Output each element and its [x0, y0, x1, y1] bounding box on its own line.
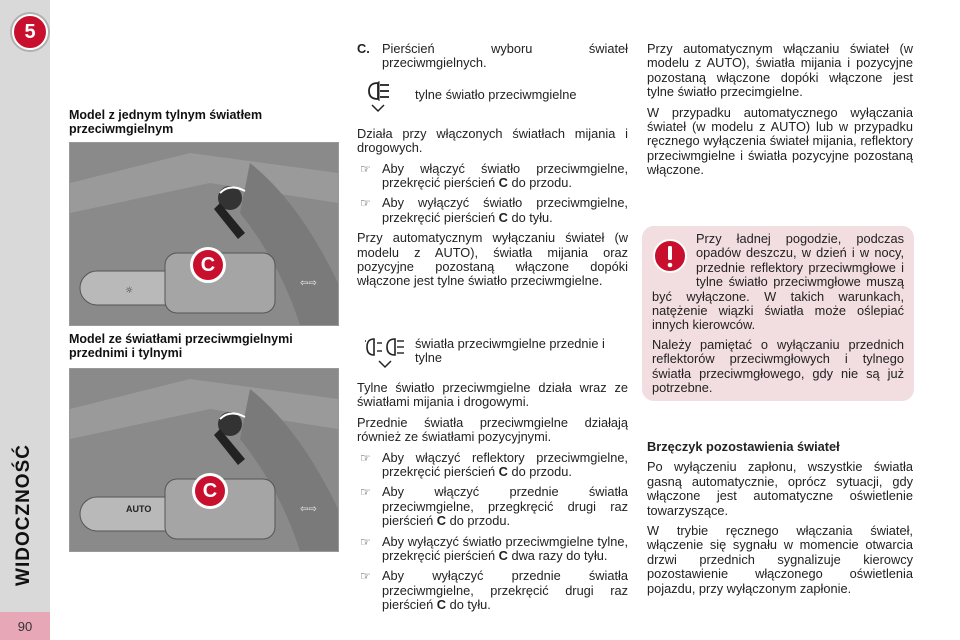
bullet-bold: C — [498, 547, 508, 563]
chapter-title-vertical — [4, 435, 44, 595]
bullet-rear-off — [357, 535, 628, 564]
paragraph-auto-off: Przy automatycznym wyłączaniu świateł (w modelu z AUTO), światła mijania oraz pozycyjne pozostaną włączone dopóki włączone jest tylne światło przeciwmgielne. — [357, 230, 628, 289]
bullet-text-end: do przodu. — [507, 463, 572, 479]
bullet-bold: C — [498, 209, 508, 225]
svg-text:⇦⇨: ⇦⇨ — [300, 278, 317, 289]
auto-label: AUTO — [126, 504, 152, 514]
icon-row-rear-fog — [357, 79, 628, 115]
paragraph-auto-on: Przy automatycznym włączaniu świateł (w modelu z AUTO), światła mijania i pozycyjne pozostaną włączone dopóki włączone jest tylne światło przecimgielne. — [647, 41, 913, 100]
bullet-bold: C — [498, 463, 508, 479]
paragraph-rear-fog-works: Tylne światło przeciwmgielne działa wraz ze światłami mijania i drogowymi. — [357, 379, 628, 410]
svg-text:☼: ☼ — [125, 286, 134, 296]
buzzer-heading: Brzęczyk pozostawienia świateł — [647, 439, 840, 454]
warning-box — [642, 226, 914, 401]
photo-stalk-single-fog — [69, 142, 339, 326]
photo-stalk-front-rear-fog — [69, 368, 339, 552]
bullet-arrow-icon: ☞ — [360, 196, 371, 211]
paragraph-front-fog-works: Przednie światła przeciwmgielne działają również ze światłami pozycyjnymi. — [357, 414, 628, 445]
page-number: 90 — [0, 612, 50, 640]
icon-row-front-rear-fog — [357, 333, 628, 369]
ring-definition — [357, 42, 628, 71]
bullet-text: Aby wyłączyć przednie światła przeciwmgielne, przekręcić drugi raz pierścień — [382, 568, 628, 613]
chapter-number: 5 — [24, 20, 36, 43]
ring-label: C. — [357, 41, 370, 56]
bullet-front-off — [357, 569, 628, 612]
bullet-text-end: do przodu. — [446, 513, 511, 529]
svg-text:⇦⇨: ⇦⇨ — [300, 504, 317, 515]
ring-text: Pierścień wyboru świateł przeciwmgielnych. — [382, 41, 628, 71]
front-rear-fog-lamp-icon — [365, 333, 405, 371]
bullet-front-second-on — [357, 485, 628, 528]
bullet-text-end: do tyłu. — [507, 209, 553, 225]
bullet-text: Aby wyłączyć światło przeciwmgielne tylne, przekręcić pierścień — [382, 533, 628, 563]
right-column-bottom — [647, 440, 913, 602]
warning-paragraph-1: Przy ładnej pogodzie, podczas opadów deszczu, w dzień i w nocy, przednie reflektory przeciwmgłowe i tylne światło przeciwmgłowe muszą być wyłączone. W takich warunkach, natężenie wiązki światła może oślepiać innych kierowców. — [652, 231, 904, 333]
bullet-bold: C — [436, 597, 447, 613]
callout-letter-c-1 — [190, 247, 226, 283]
bullet-bold: C — [498, 175, 508, 191]
bullet-text-end: dwa razy do tyłu. — [507, 547, 608, 563]
bullet-turn-on — [357, 162, 628, 191]
paragraph-manual-mode: W trybie ręcznego włączania świateł, włączenie się sygnału w momencie otwarcia drzwi przednich sygnalizuje kierowcy pozostawienie włączonego oświetlenia pojazdu, przy wyłączonym zapłonie. — [647, 523, 913, 596]
chapter-number-badge — [12, 14, 48, 50]
bullet-arrow-icon: ☞ — [360, 569, 371, 584]
warning-exclamation-icon — [652, 238, 688, 274]
stalk-illustration-2 — [70, 369, 338, 551]
bullet-arrow-icon: ☞ — [360, 161, 371, 176]
chapter-title: WIDOCZNOŚĆ — [13, 444, 34, 586]
warning-paragraph-2: Należy pamiętać o wyłączaniu przednich reflektorów przeciwmgłowych i tylnego światła przeciwmgłowego, gdy nie są już potrzebne. — [652, 336, 904, 396]
bullet-arrow-icon: ☞ — [360, 450, 371, 465]
stalk-illustration-1 — [70, 143, 338, 325]
bullet-text-end: do tyłu. — [446, 597, 491, 613]
heading-front-rear-fog: Model ze światłami przeciwmgielnymi przednimi i tylnymi — [69, 332, 293, 360]
bullet-text: Aby wyłączyć światło przeciwmgielne, przekręcić pierścień — [382, 195, 628, 225]
icon2-text: światła przeciwmgielne przednie i tylne — [415, 335, 605, 366]
bullet-turn-off — [357, 196, 628, 225]
bullet-arrow-icon: ☞ — [360, 534, 371, 549]
bullet-bold: C — [436, 513, 447, 529]
callout-letter: C — [202, 479, 218, 502]
bullet-text: Aby włączyć reflektory przeciwmgielne, przekręcić pierścień — [382, 449, 628, 479]
paragraph-ignition-off: Po wyłączeniu zapłonu, wszystkie światła gasną automatycznie, oprócz sytuacji, gdy włączone jest automatyczne oświetlenie towarzyszące. — [647, 459, 913, 518]
bullet-front-on — [357, 451, 628, 480]
paragraph-auto-off-right: W przypadku automatycznego wyłączania świateł (w modelu z AUTO) lub w przypadku ręcznego wyłączenia świateł mijania, reflektory przeciwmgielne i światła pozycyjne pozostaną włączone. — [647, 104, 913, 178]
middle-column — [357, 42, 628, 619]
bullet-text: Aby włączyć przednie światła przeciwmgielne, przegkręcić drugi raz pierścień — [382, 484, 628, 529]
icon1-text: tylne światło przeciwmgielne — [415, 86, 577, 102]
callout-letter: C — [200, 253, 216, 276]
bullet-arrow-icon: ☞ — [360, 485, 371, 500]
right-column-top — [647, 42, 913, 184]
paragraph-operates: Działa przy włączonych światłach mijania i drogowych. — [357, 125, 628, 156]
bullet-text: Aby włączyć światło przeciwmgielne, przekręcić pierścień — [382, 160, 628, 191]
bullet-text-end: do przodu. — [507, 175, 572, 191]
callout-letter-c-2 — [192, 473, 228, 509]
rear-fog-lamp-icon — [365, 79, 391, 113]
heading-single-rear-fog: Model z jednym tylnym światłem przeciwmgielnym — [69, 108, 263, 136]
